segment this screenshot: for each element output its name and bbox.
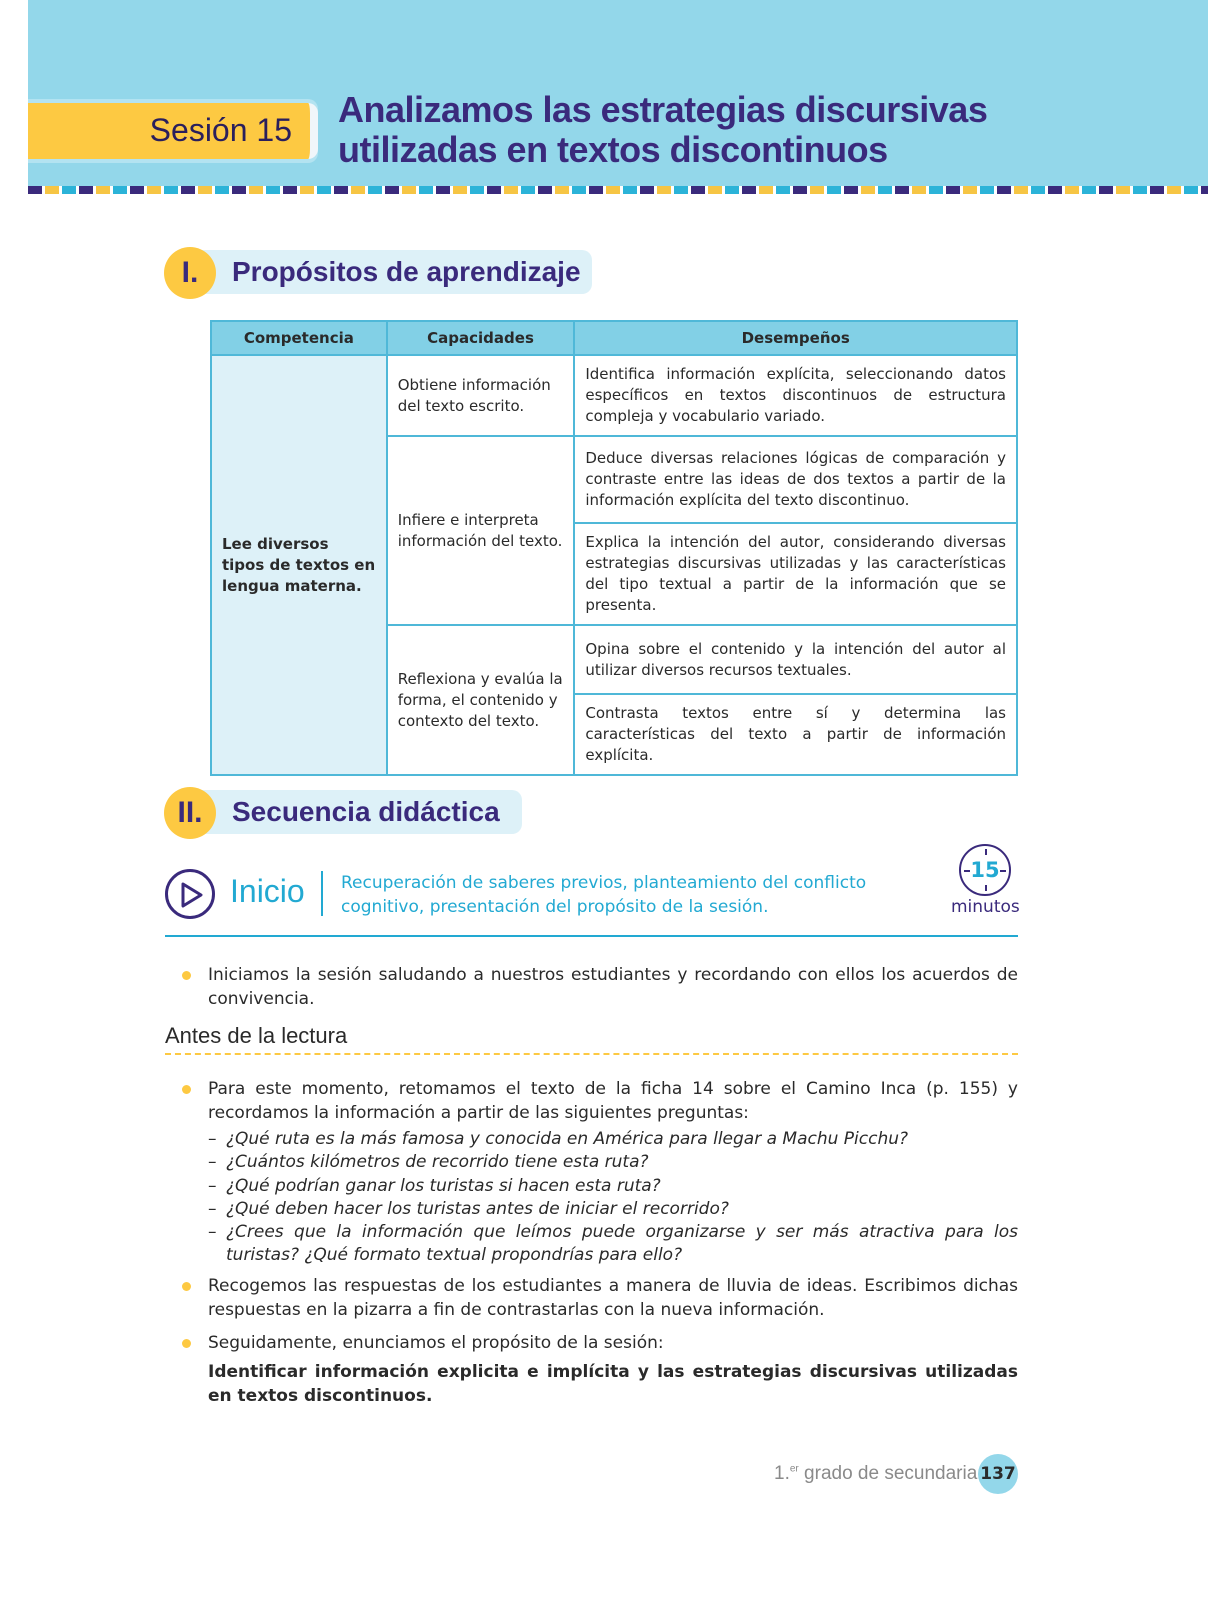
inicio-label: Inicio <box>230 873 305 909</box>
grade-prefix: 1. <box>774 1463 790 1484</box>
capacidad-cell: Reflexiona y evalúa la forma, el contenido y contexto del texto. <box>387 625 575 775</box>
title-line-2: utilizadas en textos discontinuos <box>338 129 888 170</box>
section-1-number: I. <box>164 247 216 299</box>
header-dashed-strip <box>28 186 1208 194</box>
page-title <box>338 90 1038 170</box>
title-line-1: Analizamos las estrategias discursivas <box>338 89 988 130</box>
minutes-label: minutos <box>951 897 1020 917</box>
clock-icon <box>959 844 1011 896</box>
bullet-paragraph-3: Recogemos las respuestas de los estudiantes a manera de lluvia de ideas. Escribimos dichas respuestas en la pizarra a fin de contrastarlas con la nueva información. <box>208 1276 1018 1320</box>
desempeno-cell: Identifica información explícita, seleccionando datos específicos en textos discontinuos de estructura compleja y vocabulario variado. <box>574 355 1017 436</box>
desempeno-cell: Explica la intención del autor, considerando diversas estrategias discursivas utilizadas y las características del tipo textual a partir de la información que se presenta. <box>574 523 1017 625</box>
grade-text: grado de secundaria <box>798 1463 978 1484</box>
section-1-title: Propósitos de aprendizaje <box>232 256 581 287</box>
desempeno-cell: Deduce diversas relaciones lógicas de comparación y contraste entre las ideas de dos textos a partir de la información explícita del texto discontinuo. <box>574 436 1017 523</box>
list-item: – ¿Cuántos kilómetros de recorrido tiene esta ruta? <box>208 1151 1018 1174</box>
inicio-description: Recuperación de saberes previos, planteamiento del conflicto cognitivo, presentación del propósito de la sesión. <box>341 873 867 917</box>
session-label: Sesión 15 <box>149 112 292 148</box>
list-item: – ¿Qué ruta es la más famosa y conocida en América para llegar a Machu Picchu? <box>208 1128 1018 1151</box>
table-header-row <box>211 321 1017 355</box>
list-item: – ¿Qué deben hacer los turistas antes de iniciar el recorrido? <box>208 1198 1018 1221</box>
grade-suffix: er <box>789 1463 799 1475</box>
grade-label <box>774 1463 977 1485</box>
page-number: 137 <box>978 1454 1018 1494</box>
header-competencia: Competencia <box>211 321 387 355</box>
section-2-title: Secuencia didáctica <box>232 796 500 827</box>
clock-tick <box>1000 870 1006 872</box>
header-capacidades: Capacidades <box>387 321 575 355</box>
dashed-divider <box>165 1053 1018 1055</box>
table-row <box>211 355 1017 436</box>
competencias-table <box>210 320 1018 776</box>
minutes-value: 15 <box>970 858 1000 882</box>
bullet-icon <box>182 1282 191 1291</box>
header-desempenos: Desempeños <box>574 321 1017 355</box>
competencia-cell: Lee diversos tipos de textos en lengua materna. <box>211 355 387 775</box>
bullet-icon <box>182 1339 191 1348</box>
section-2-number: II. <box>164 787 216 839</box>
section-1-heading <box>164 250 594 294</box>
section-divider <box>165 935 1018 937</box>
bullet-paragraph-4: Seguidamente, enunciamos el propósito de la sesión: <box>208 1333 664 1353</box>
clock-tick <box>985 849 987 855</box>
section-2-heading <box>164 790 524 834</box>
bullet-paragraph-1: Iniciamos la sesión saludando a nuestros estudiantes y recordando con ellos los acuerdos de convivencia. <box>208 965 1018 1009</box>
play-icon <box>165 869 215 919</box>
bullet-icon <box>182 1085 191 1094</box>
questions-list <box>208 1128 1018 1268</box>
desempeno-cell: Opina sobre el contenido y la intención del autor al utilizar diversos recursos textuales. <box>574 625 1017 694</box>
session-purpose: Identificar información explicita e implícita y las estrategias discursivas utilizadas en textos discontinuos. <box>208 1362 1018 1406</box>
bullet-icon <box>182 971 191 980</box>
capacidad-cell: Obtiene información del texto escrito. <box>387 355 575 436</box>
list-item: – ¿Crees que la información que leímos puede organizarse y ser más atractiva para los turistas? ¿Qué formato textual propondrías para ello? <box>208 1221 1018 1268</box>
capacidad-cell: Infiere e interpreta información del texto. <box>387 436 575 625</box>
subheading-antes-lectura: Antes de la lectura <box>165 1023 348 1048</box>
session-tab <box>28 103 318 159</box>
clock-tick <box>964 870 970 872</box>
clock-tick <box>985 885 987 891</box>
list-item: – ¿Qué podrían ganar los turistas si hacen esta ruta? <box>208 1175 1018 1198</box>
desempeno-cell: Contrasta textos entre sí y determina las características del texto a partir de información explícita. <box>574 694 1017 775</box>
bullet-paragraph-2: Para este momento, retomamos el texto de la ficha 14 sobre el Camino Inca (p. 155) y recordamos la información a partir de las siguientes preguntas: <box>208 1079 1018 1123</box>
inicio-divider <box>321 871 323 916</box>
